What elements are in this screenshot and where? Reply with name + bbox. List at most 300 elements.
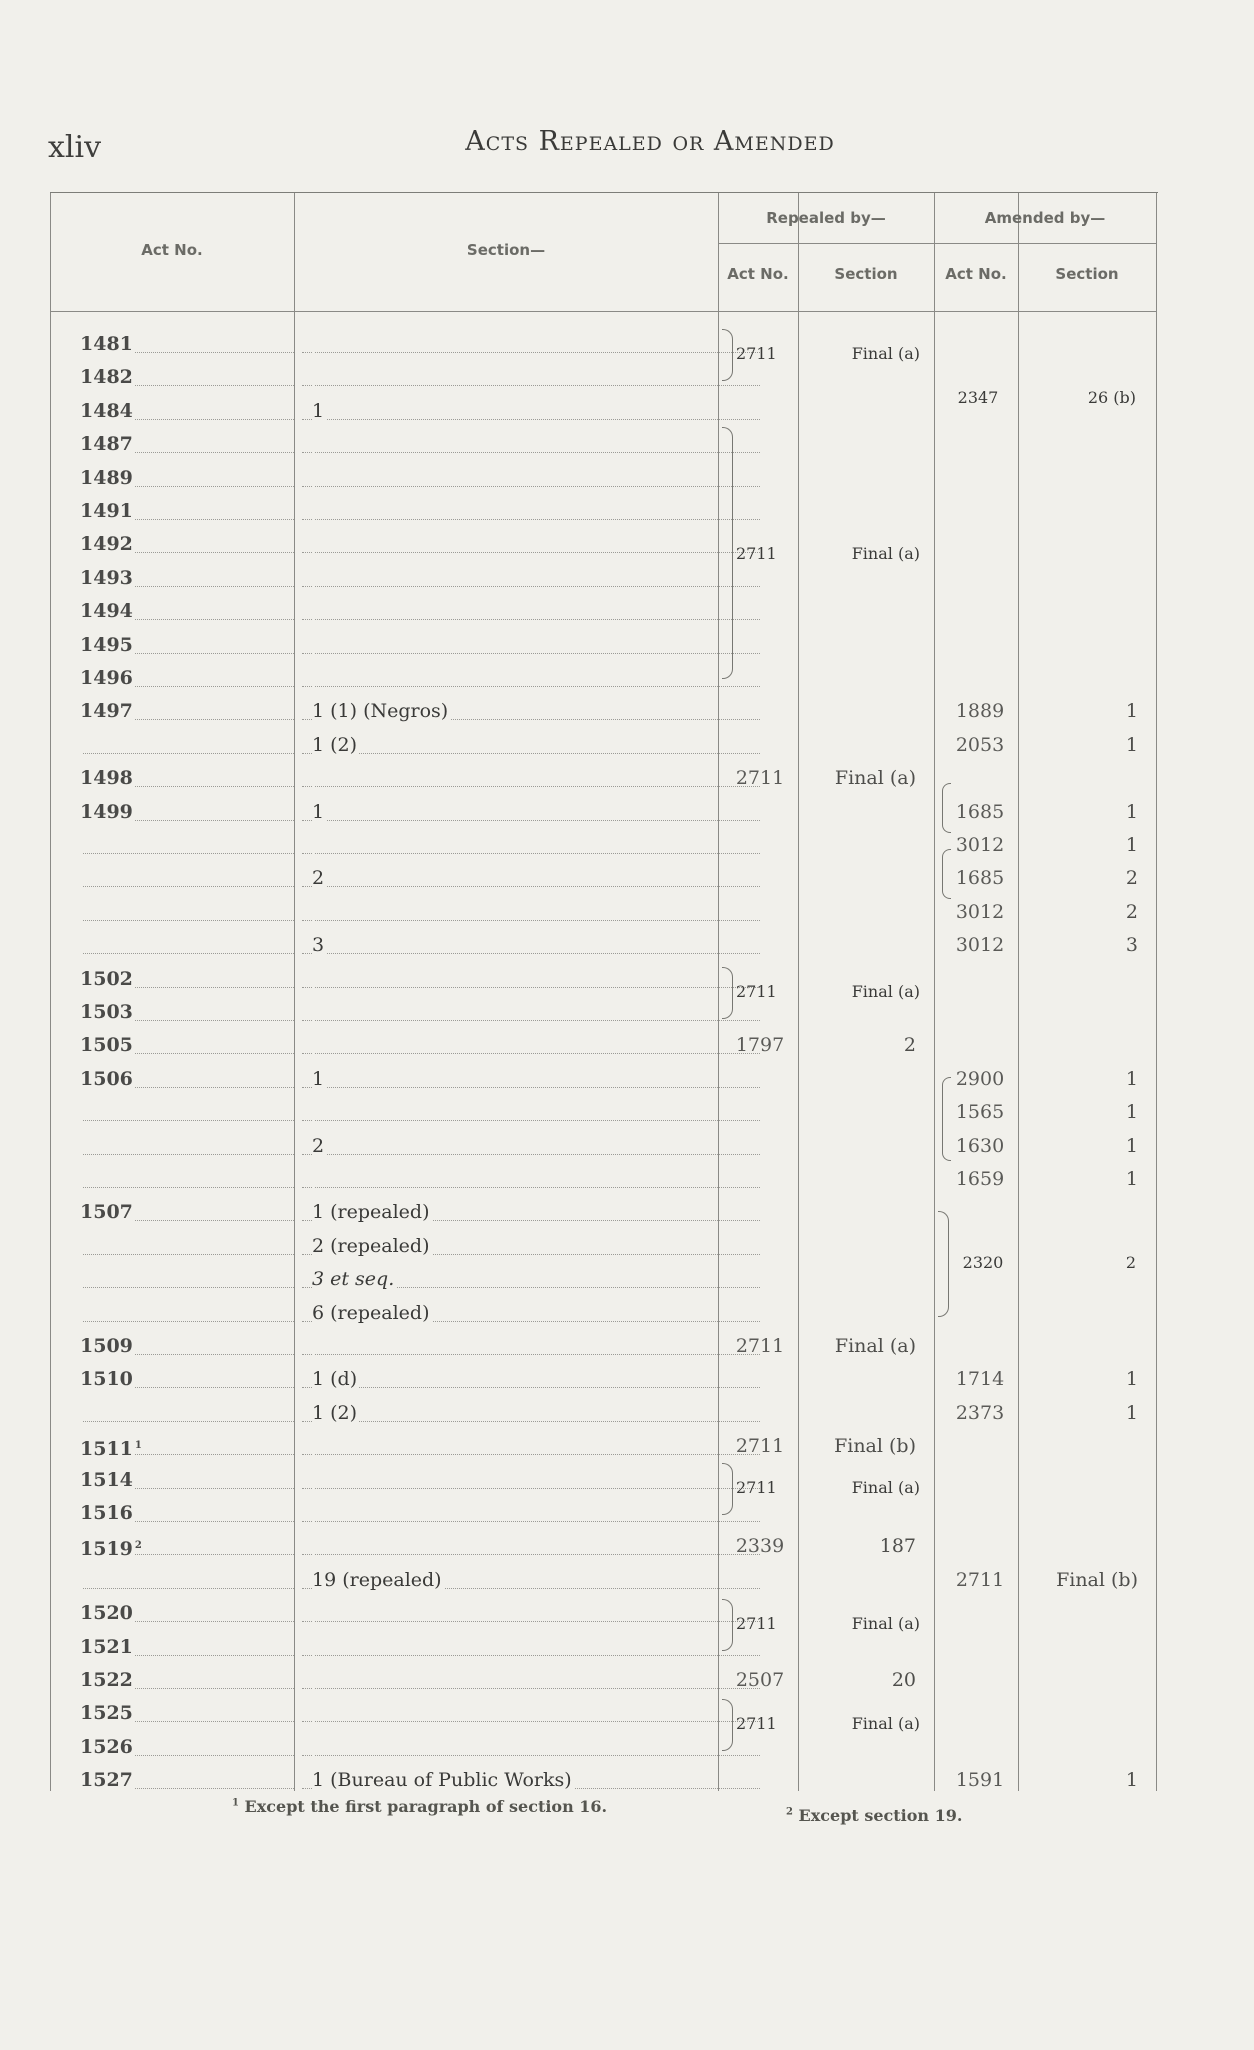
table-cell-amended-section bbox=[1022, 1498, 1158, 1530]
table-cell-repealed-act bbox=[722, 763, 798, 795]
table-cell-amended-act bbox=[940, 1164, 1020, 1196]
table-row bbox=[50, 763, 1158, 795]
table-row bbox=[50, 997, 1158, 1029]
table-cell-amended-act bbox=[940, 763, 1020, 795]
table-cell-amended-section bbox=[1022, 964, 1158, 996]
table-cell-act-no bbox=[80, 1030, 298, 1062]
table-cell-act-no-text: 1526 bbox=[80, 1736, 133, 1758]
table-row bbox=[50, 496, 1158, 528]
table-cell-act-no-text: 1495 bbox=[80, 634, 133, 656]
table-cell-amended-act bbox=[940, 730, 1020, 762]
table-cell-repealed-section bbox=[802, 863, 932, 895]
table-cell-act-no-text: 1498 bbox=[80, 767, 133, 789]
table-cell-section-text bbox=[312, 1469, 314, 1491]
table-cell-section bbox=[302, 1064, 764, 1096]
table-row bbox=[50, 1598, 1158, 1630]
table-cell-act-no bbox=[80, 1498, 298, 1530]
table-cell-amended-act-text: 1630 bbox=[955, 1135, 1005, 1157]
table-cell-repealed-section bbox=[802, 1064, 932, 1096]
table-cell-amended-section-text: 1 bbox=[1125, 1769, 1138, 1791]
table-cell-act-no-text: 1482 bbox=[80, 366, 133, 388]
table-cell-act-no-text: 1489 bbox=[80, 467, 133, 489]
header-amended-act-no: Act No. bbox=[945, 265, 1007, 283]
footnote-1-text: Except the first paragraph of section 16. bbox=[244, 1797, 608, 1816]
table-row bbox=[50, 630, 1158, 662]
table-cell-amended-act bbox=[940, 1197, 1020, 1229]
table-cell-section-text: 3 et seq. bbox=[312, 1268, 395, 1290]
table-cell-section bbox=[302, 1097, 764, 1129]
table-row bbox=[50, 964, 1158, 996]
table-cell-amended-act bbox=[940, 1698, 1020, 1730]
table-cell-act-no bbox=[80, 863, 298, 895]
table-cell-act-no bbox=[80, 763, 298, 795]
table-cell-amended-act-text: 1889 bbox=[955, 700, 1005, 722]
table-cell-section bbox=[302, 696, 764, 728]
table-cell-section bbox=[302, 1698, 764, 1730]
table-cell-act-no-text bbox=[80, 934, 82, 956]
table-row bbox=[50, 1164, 1158, 1196]
table-cell-amended-act bbox=[940, 1665, 1020, 1697]
table-cell-act-no bbox=[80, 830, 298, 862]
table-cell-act-no bbox=[80, 1298, 298, 1330]
table-cell-section bbox=[302, 964, 764, 996]
table-cell-act-no-text: 1516 bbox=[80, 1502, 133, 1524]
table-cell-section-text bbox=[312, 1702, 314, 1724]
table-cell-amended-section bbox=[1022, 596, 1158, 628]
table-cell-amended-section bbox=[1022, 463, 1158, 495]
table-row bbox=[50, 1698, 1158, 1730]
group-rep-sec: Final (a) bbox=[851, 1614, 920, 1633]
table-cell-act-no bbox=[80, 362, 298, 394]
table-cell-amended-act bbox=[940, 1331, 1020, 1363]
table-cell-amended-act-text: 3012 bbox=[955, 901, 1005, 923]
table-cell-section-text bbox=[312, 1168, 314, 1190]
table-cell-section bbox=[302, 863, 764, 895]
table-cell-amended-section bbox=[1022, 1331, 1158, 1363]
table-cell-act-no bbox=[80, 1465, 298, 1497]
table-cell-amended-section-text: 1 bbox=[1125, 1101, 1138, 1123]
table-cell-act-no-text: 1502 bbox=[80, 968, 133, 990]
table-cell-act-no-text: 1505 bbox=[80, 1034, 133, 1056]
table-row bbox=[50, 730, 1158, 762]
table-cell-act-no-text: 1527 bbox=[80, 1769, 133, 1791]
table-cell-section-text bbox=[312, 1669, 314, 1691]
table-cell-section-text bbox=[312, 366, 314, 388]
table-cell-act-no-text bbox=[80, 1135, 82, 1157]
table-row bbox=[50, 1331, 1158, 1363]
table-cell-section bbox=[302, 997, 764, 1029]
table-cell-repealed-act bbox=[722, 1298, 798, 1330]
table-cell-amended-section bbox=[1022, 696, 1158, 728]
table-cell-amended-act bbox=[940, 563, 1020, 595]
table-row bbox=[50, 797, 1158, 829]
table-cell-act-no bbox=[80, 529, 298, 561]
table-cell-section bbox=[302, 797, 764, 829]
table-cell-section-text bbox=[312, 467, 314, 489]
table-cell-repealed-act-text: 2507 bbox=[735, 1669, 785, 1691]
header-amended-by: Amended by— bbox=[984, 209, 1106, 227]
table-cell-amended-act-text: 2711 bbox=[955, 1569, 1005, 1591]
table-cell-act-no-text: 1520 bbox=[80, 1602, 133, 1624]
table-cell-section bbox=[302, 1398, 764, 1430]
table-cell-amended-section bbox=[1022, 730, 1158, 762]
table-cell-section bbox=[302, 529, 764, 561]
table-cell-section-text: 1 (2) bbox=[312, 1402, 358, 1424]
table-cell-amended-section bbox=[1022, 1765, 1158, 1797]
table-cell-section-text: 2 (repealed) bbox=[312, 1235, 430, 1257]
table-cell-amended-section bbox=[1022, 1398, 1158, 1430]
table-cell-repealed-section bbox=[802, 496, 932, 528]
header-repealed-by: Repealed by— bbox=[766, 209, 886, 227]
table-cell-amended-act-text: 2900 bbox=[955, 1068, 1005, 1090]
table-cell-amended-act bbox=[940, 863, 1020, 895]
table-cell-act-no bbox=[80, 997, 298, 1029]
table-cell-amended-section bbox=[1022, 1364, 1158, 1396]
table-cell-amended-section bbox=[1022, 563, 1158, 595]
table-cell-act-no-text: 1506 bbox=[80, 1068, 133, 1090]
table-cell-repealed-act bbox=[722, 396, 798, 428]
table-cell-section-text bbox=[312, 533, 314, 555]
table-cell-section bbox=[302, 1431, 764, 1463]
table-cell-section-text bbox=[312, 1602, 314, 1624]
table-row bbox=[50, 663, 1158, 695]
table-cell-repealed-section bbox=[802, 1398, 932, 1430]
table-cell-act-no-text: 1522 bbox=[80, 1669, 133, 1691]
table-cell-amended-section bbox=[1022, 496, 1158, 528]
table-cell-amended-section-text: 1 bbox=[1125, 801, 1138, 823]
group-amd-act: 2320 bbox=[962, 1253, 1004, 1272]
table-cell-act-no bbox=[80, 1765, 298, 1797]
table-cell-act-no-text: 1494 bbox=[80, 600, 133, 622]
table-cell-act-no-text: 1525 bbox=[80, 1702, 133, 1724]
table-cell-repealed-act bbox=[722, 596, 798, 628]
table-cell-section bbox=[302, 1197, 764, 1229]
table-row bbox=[50, 696, 1158, 728]
acts-table bbox=[50, 192, 1158, 1791]
table-cell-section bbox=[302, 1598, 764, 1630]
table-cell-amended-act bbox=[940, 1498, 1020, 1530]
table-cell-section-text bbox=[312, 834, 314, 856]
table-row bbox=[50, 1097, 1158, 1129]
table-cell-act-no bbox=[80, 730, 298, 762]
table-cell-repealed-act bbox=[722, 1665, 798, 1697]
table-cell-act-no bbox=[80, 1531, 298, 1563]
table-cell-section-text: 2 bbox=[312, 867, 325, 889]
table-cell-act-no bbox=[80, 964, 298, 996]
table-cell-amended-section bbox=[1022, 1164, 1158, 1196]
table-cell-act-no bbox=[80, 1364, 298, 1396]
table-cell-amended-act-text: 3012 bbox=[955, 834, 1005, 856]
table-cell-amended-act bbox=[940, 1732, 1020, 1764]
table-cell-section-text bbox=[312, 634, 314, 656]
table-cell-section bbox=[302, 329, 764, 361]
table-row bbox=[50, 1298, 1158, 1330]
table-cell-repealed-section bbox=[802, 1164, 932, 1196]
table-cell-repealed-section bbox=[802, 1765, 932, 1797]
table-cell-section-text bbox=[312, 567, 314, 589]
table-cell-act-no bbox=[80, 1398, 298, 1430]
table-cell-act-no bbox=[80, 663, 298, 695]
table-row bbox=[50, 1732, 1158, 1764]
table-cell-act-no-text: 1481 bbox=[80, 333, 133, 355]
table-cell-repealed-act bbox=[722, 1264, 798, 1296]
table-cell-section bbox=[302, 663, 764, 695]
table-row bbox=[50, 1398, 1158, 1430]
table-cell-section-text bbox=[312, 1736, 314, 1758]
table-cell-amended-act-text: 3012 bbox=[955, 934, 1005, 956]
table-cell-repealed-act bbox=[722, 1431, 798, 1463]
table-cell-repealed-act-text: 2339 bbox=[735, 1535, 785, 1557]
table-cell-amended-act bbox=[940, 329, 1020, 361]
table-cell-section-text bbox=[312, 901, 314, 923]
table-cell-repealed-section bbox=[802, 630, 932, 662]
brace-1525-1526 bbox=[722, 1699, 733, 1751]
table-cell-repealed-section-text: 2 bbox=[903, 1034, 916, 1056]
table-cell-repealed-act bbox=[722, 463, 798, 495]
brace-1499-s2 bbox=[942, 849, 951, 899]
table-cell-act-no bbox=[80, 1632, 298, 1664]
table-cell-amended-section bbox=[1022, 930, 1158, 962]
table-cell-act-no bbox=[80, 1197, 298, 1229]
table-cell-amended-section bbox=[1022, 997, 1158, 1029]
group-rep-sec: Final (a) bbox=[851, 1478, 920, 1497]
table-cell-section bbox=[302, 930, 764, 962]
brace-1514-1516 bbox=[722, 1463, 733, 1515]
table-cell-amended-act bbox=[940, 897, 1020, 929]
table-cell-amended-section-text: 1 bbox=[1125, 1402, 1138, 1424]
table-cell-amended-section bbox=[1022, 663, 1158, 695]
table-cell-section bbox=[302, 1030, 764, 1062]
table-cell-amended-act bbox=[940, 1632, 1020, 1664]
header-repealed-act-no: Act No. bbox=[727, 265, 789, 283]
table-cell-act-no bbox=[80, 1665, 298, 1697]
table-cell-act-no-text bbox=[80, 1235, 82, 1257]
table-cell-amended-act bbox=[940, 930, 1020, 962]
table-cell-amended-section bbox=[1022, 763, 1158, 795]
table-cell-repealed-section bbox=[802, 1431, 932, 1463]
table-cell-amended-section-text: 1 bbox=[1125, 734, 1138, 756]
footnote-2-mark: 2 bbox=[786, 1806, 793, 1818]
table-cell-section-text bbox=[312, 767, 314, 789]
table-cell-section-text bbox=[312, 1535, 314, 1557]
table-cell-amended-act bbox=[940, 463, 1020, 495]
table-row bbox=[50, 1498, 1158, 1530]
page-number: xliv bbox=[48, 130, 102, 165]
table-cell-amended-section bbox=[1022, 1598, 1158, 1630]
brace-1506-s2 bbox=[942, 1077, 951, 1161]
table-cell-act-no bbox=[80, 630, 298, 662]
table-cell-repealed-section bbox=[802, 1197, 932, 1229]
table-cell-section bbox=[302, 563, 764, 595]
table-cell-section-text: 1 bbox=[312, 400, 325, 422]
table-cell-section-text bbox=[312, 1001, 314, 1023]
table-row bbox=[50, 1431, 1158, 1463]
table-cell-repealed-section bbox=[802, 596, 932, 628]
table-cell-section bbox=[302, 1264, 764, 1296]
table-cell-section bbox=[302, 630, 764, 662]
table-cell-amended-section bbox=[1022, 1097, 1158, 1129]
table-cell-section bbox=[302, 396, 764, 428]
table-cell-act-no bbox=[80, 1064, 298, 1096]
table-cell-repealed-act bbox=[722, 1197, 798, 1229]
brace-1499-s1 bbox=[942, 783, 951, 833]
table-cell-act-no-text: 1491 bbox=[80, 500, 133, 522]
table-cell-repealed-section-text: Final (b) bbox=[834, 1435, 916, 1457]
table-cell-amended-section bbox=[1022, 863, 1158, 895]
table-row bbox=[50, 1665, 1158, 1697]
table-cell-repealed-act bbox=[722, 663, 798, 695]
table-cell-section-text: 3 bbox=[312, 934, 325, 956]
table-cell-section bbox=[302, 1298, 764, 1330]
table-cell-repealed-section bbox=[802, 1665, 932, 1697]
table-cell-amended-act bbox=[940, 1298, 1020, 1330]
header-section: Section— bbox=[466, 241, 546, 259]
table-row bbox=[50, 463, 1158, 495]
table-row bbox=[50, 1465, 1158, 1497]
table-cell-amended-section-text: 1 bbox=[1125, 700, 1138, 722]
table-cell-section bbox=[302, 1565, 764, 1597]
group-rep-sec: Final (a) bbox=[851, 544, 920, 563]
brace-1481-1482 bbox=[722, 329, 733, 381]
table-cell-repealed-act bbox=[722, 897, 798, 929]
table-cell-amended-act bbox=[940, 1431, 1020, 1463]
table-cell-section-text bbox=[312, 1335, 314, 1357]
table-cell-section bbox=[302, 1331, 764, 1363]
table-cell-act-no bbox=[80, 1698, 298, 1730]
table-cell-act-no-text: 1510 bbox=[80, 1368, 133, 1390]
table-cell-amended-act bbox=[940, 663, 1020, 695]
table-cell-section bbox=[302, 362, 764, 394]
table-cell-amended-act-text: 1659 bbox=[955, 1168, 1005, 1190]
group-rep-act: 2711 bbox=[736, 1714, 777, 1733]
table-cell-amended-act-text: 1714 bbox=[955, 1368, 1005, 1390]
table-cell-act-no-text bbox=[80, 901, 82, 923]
table-cell-amended-act bbox=[940, 529, 1020, 561]
table-row bbox=[50, 863, 1158, 895]
table-cell-section-text: 1 (repealed) bbox=[312, 1201, 430, 1223]
table-cell-act-no bbox=[80, 563, 298, 595]
table-cell-repealed-act bbox=[722, 1765, 798, 1797]
table-cell-repealed-act bbox=[722, 1364, 798, 1396]
table-row bbox=[50, 329, 1158, 361]
table-cell-act-no-text: 1514 bbox=[80, 1469, 133, 1491]
table-cell-act-no-text bbox=[80, 1402, 82, 1424]
table-cell-act-no bbox=[80, 1264, 298, 1296]
table-cell-act-no bbox=[80, 696, 298, 728]
table-cell-amended-act bbox=[940, 1598, 1020, 1630]
table-cell-act-no-text: 1519 bbox=[80, 1538, 133, 1561]
table-cell-section-text bbox=[312, 500, 314, 522]
table-cell-amended-section bbox=[1022, 329, 1158, 361]
table-cell-amended-section bbox=[1022, 830, 1158, 862]
table-cell-repealed-act bbox=[722, 429, 798, 461]
table-cell-section-text bbox=[312, 1636, 314, 1658]
table-cell-section-text bbox=[312, 600, 314, 622]
table-cell-repealed-act bbox=[722, 1131, 798, 1163]
table-cell-repealed-section bbox=[802, 429, 932, 461]
group-amd-sec: 26 (b) bbox=[1087, 388, 1136, 407]
table-cell-amended-act-text: 2373 bbox=[955, 1402, 1005, 1424]
table-cell-amended-section-text: 1 bbox=[1125, 1135, 1138, 1157]
table-cell-act-no-text: 1503 bbox=[80, 1001, 133, 1023]
table-row bbox=[50, 897, 1158, 929]
table-cell-repealed-act bbox=[722, 730, 798, 762]
footnote-2 bbox=[786, 1806, 962, 1825]
table-cell-amended-act bbox=[940, 696, 1020, 728]
table-cell-act-no-text bbox=[80, 834, 82, 856]
table-cell-amended-act-text: 2053 bbox=[955, 734, 1005, 756]
table-cell-act-no bbox=[80, 1164, 298, 1196]
group-rep-act: 2711 bbox=[736, 1614, 777, 1633]
table-cell-act-no bbox=[80, 596, 298, 628]
table-cell-act-no-text bbox=[80, 1101, 82, 1123]
table-cell-section bbox=[302, 429, 764, 461]
table-row bbox=[50, 596, 1158, 628]
table-cell-amended-act bbox=[940, 1398, 1020, 1430]
table-cell-act-no-text bbox=[80, 1168, 82, 1190]
table-cell-repealed-section bbox=[802, 1131, 932, 1163]
table-cell-act-no-text: 1497 bbox=[80, 700, 133, 722]
table-cell-section-text bbox=[312, 333, 314, 355]
table-cell-act-no bbox=[80, 1131, 298, 1163]
table-cell-amended-act bbox=[940, 429, 1020, 461]
table-cell-repealed-act bbox=[722, 863, 798, 895]
table-cell-act-no bbox=[80, 1231, 298, 1263]
table-cell-amended-act bbox=[940, 1765, 1020, 1797]
table-cell-section bbox=[302, 1465, 764, 1497]
table-cell-amended-section bbox=[1022, 1030, 1158, 1062]
table-cell-section bbox=[302, 496, 764, 528]
table-cell-act-no-text bbox=[80, 1569, 82, 1591]
table-cell-repealed-section bbox=[802, 1298, 932, 1330]
table-cell-amended-section-text: 1 bbox=[1125, 834, 1138, 856]
table-cell-section-text: 1 (d) bbox=[312, 1368, 358, 1390]
table-cell-amended-section-text: 2 bbox=[1125, 901, 1138, 923]
table-row bbox=[50, 1197, 1158, 1229]
table-cell-amended-act bbox=[940, 997, 1020, 1029]
table-cell-amended-act bbox=[940, 1565, 1020, 1597]
table-row bbox=[50, 1364, 1158, 1396]
table-cell-section bbox=[302, 1765, 764, 1797]
table-cell-amended-section bbox=[1022, 1131, 1158, 1163]
table-cell-repealed-act-text: 2711 bbox=[735, 1435, 785, 1457]
table-cell-section-text: 1 bbox=[312, 1068, 325, 1090]
table-cell-act-no bbox=[80, 897, 298, 929]
table-cell-section bbox=[302, 763, 764, 795]
table-cell-repealed-act bbox=[722, 1164, 798, 1196]
table-cell-amended-section bbox=[1022, 1732, 1158, 1764]
table-cell-act-no bbox=[80, 329, 298, 361]
table-cell-amended-section-text: 2 bbox=[1125, 867, 1138, 889]
table-cell-repealed-act bbox=[722, 930, 798, 962]
table-cell-section-text: 6 (repealed) bbox=[312, 1302, 430, 1324]
table-cell-act-no bbox=[80, 1598, 298, 1630]
table-cell-act-no bbox=[80, 797, 298, 829]
table-cell-repealed-act bbox=[722, 696, 798, 728]
table-cell-act-no bbox=[80, 1431, 298, 1463]
table-cell-act-no bbox=[80, 1565, 298, 1597]
group-rep-sec: Final (a) bbox=[851, 982, 920, 1001]
table-cell-section bbox=[302, 596, 764, 628]
page-title: Acts Repealed or Amended bbox=[465, 126, 835, 157]
table-cell-section bbox=[302, 463, 764, 495]
table-row bbox=[50, 1131, 1158, 1163]
table-cell-amended-act-text: 1685 bbox=[955, 867, 1005, 889]
table-cell-amended-act bbox=[940, 797, 1020, 829]
table-cell-repealed-section bbox=[802, 830, 932, 862]
table-cell-section bbox=[302, 1131, 764, 1163]
table-cell-amended-section-text: 1 bbox=[1125, 1368, 1138, 1390]
